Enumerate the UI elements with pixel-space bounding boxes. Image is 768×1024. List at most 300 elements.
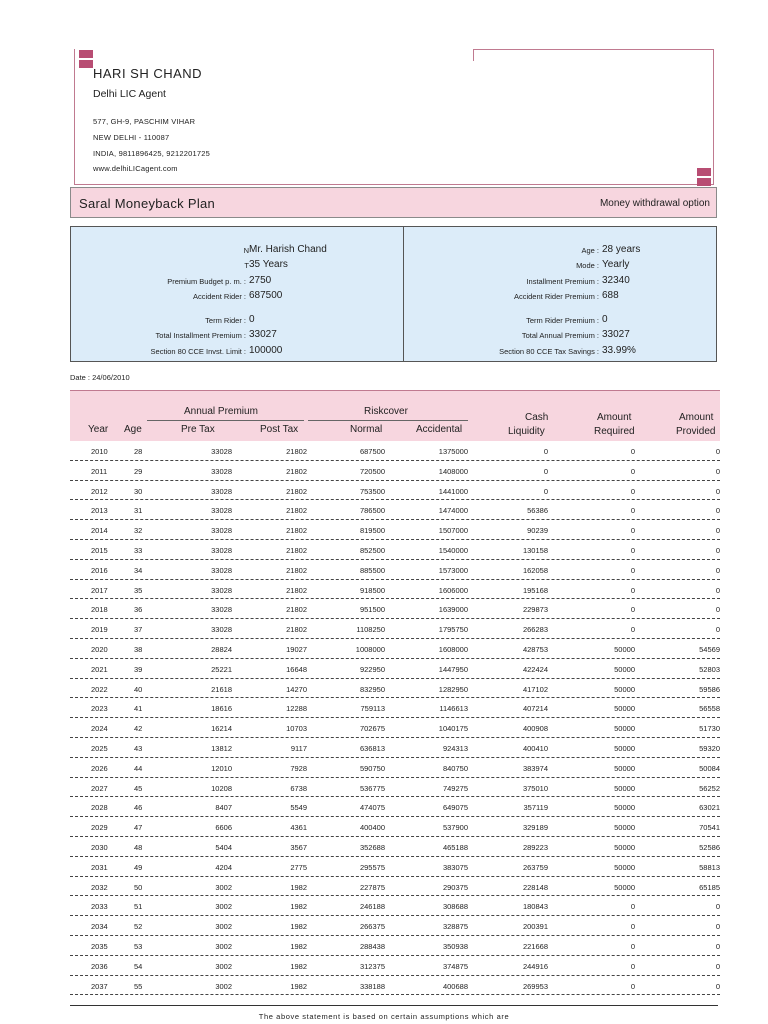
post-tax-cell: 21802: [286, 565, 307, 575]
accidental-cover-cell: 1795750: [438, 625, 468, 635]
pre-tax-cell: 3002: [215, 902, 232, 912]
amount-required-cell: 0: [630, 941, 635, 951]
amount-provided-cell: 59320: [699, 743, 720, 753]
amount-provided-cell: 0: [715, 902, 720, 912]
age-cell: 52: [134, 922, 143, 932]
amount-required-cell: 50000: [614, 644, 635, 654]
info-value: 688: [602, 290, 619, 301]
table-row: [70, 500, 720, 520]
year-cell: 2036: [91, 961, 108, 971]
post-tax-cell: 2775: [290, 862, 307, 872]
amount-provided-cell: 58813: [699, 862, 720, 872]
table-row: [70, 837, 720, 857]
normal-cover-cell: 1008000: [355, 644, 385, 654]
amount-provided-cell: 65185: [699, 882, 720, 892]
info-installment-premium: [71, 275, 630, 289]
table-row: [70, 718, 720, 738]
year-cell: 2027: [91, 783, 108, 793]
policy-info-panel: [70, 226, 717, 362]
agent-name: HARI SH CHAND: [93, 66, 203, 81]
col-header-accidental: Accidental: [416, 424, 463, 435]
accidental-cover-cell: 1474000: [438, 506, 468, 516]
year-cell: 2016: [91, 565, 108, 575]
accidental-cover-cell: 749275: [442, 783, 468, 793]
normal-cover-cell: 759113: [360, 704, 385, 714]
info-label: Term Rider :: [205, 316, 246, 325]
pre-tax-cell: 3002: [215, 981, 232, 991]
normal-cover-cell: 400400: [359, 823, 385, 833]
table-row: [70, 896, 720, 916]
cash-liquidity-cell: 428753: [522, 644, 548, 654]
accidental-cover-cell: 1375000: [438, 447, 468, 456]
info-label: Term Rider Premium :: [526, 316, 599, 325]
info-label: Age :: [581, 246, 599, 255]
col-header-amount-required: Amount: [597, 412, 632, 423]
post-tax-cell: 16648: [286, 664, 307, 674]
normal-cover-cell: 227875: [359, 882, 385, 892]
cash-liquidity-cell: 375010: [522, 783, 548, 793]
accidental-cover-cell: 1447950: [438, 664, 468, 674]
year-cell: 2030: [91, 842, 108, 852]
post-tax-cell: 5549: [290, 803, 307, 813]
corner-mark: [79, 50, 93, 58]
year-cell: 2010: [91, 447, 108, 456]
pre-tax-cell: 8407: [215, 803, 232, 813]
year-cell: 2025: [91, 743, 108, 753]
amount-required-cell: 50000: [614, 803, 635, 813]
pre-tax-cell: 33028: [211, 625, 232, 635]
pre-tax-cell: 33028: [211, 565, 232, 575]
table-row: [70, 738, 720, 758]
amount-provided-cell: 63021: [699, 803, 720, 813]
amount-provided-cell: 0: [715, 506, 720, 516]
amount-required-cell: 50000: [614, 684, 635, 694]
amount-provided-cell: 0: [715, 941, 720, 951]
age-cell: 37: [134, 625, 143, 635]
amount-required-cell: 0: [630, 605, 635, 615]
year-cell: 2013: [91, 506, 108, 516]
amount-provided-cell: 0: [715, 447, 720, 456]
year-cell: 2015: [91, 545, 108, 555]
age-cell: 32: [134, 526, 143, 536]
year-cell: 2033: [91, 902, 108, 912]
pre-tax-cell: 18616: [211, 704, 232, 714]
table-row: [70, 916, 720, 936]
amount-provided-cell: 0: [715, 565, 720, 575]
accidental-cover-cell: 400688: [442, 981, 468, 991]
post-tax-cell: 21802: [286, 585, 307, 595]
age-cell: 51: [134, 902, 143, 912]
normal-cover-cell: 288438: [359, 941, 385, 951]
group-header-riskcover: Riskcover: [364, 406, 408, 417]
cash-liquidity-cell: 228148: [522, 882, 548, 892]
cash-liquidity-cell: 417102: [522, 684, 548, 694]
amount-provided-cell: 52586: [699, 842, 720, 852]
cash-liquidity-cell: 269953: [522, 981, 548, 991]
info-value: 33027: [249, 329, 277, 340]
age-cell: 34: [134, 565, 143, 575]
amount-provided-cell: 0: [715, 466, 720, 476]
agent-address-line: 577, GH-9, PASCHIM VIHAR: [93, 117, 196, 126]
post-tax-cell: 14270: [286, 684, 307, 694]
post-tax-cell: 21802: [286, 625, 307, 635]
cash-liquidity-cell: 0: [543, 466, 548, 476]
table-row: [70, 481, 720, 501]
cash-liquidity-cell: 180843: [522, 902, 548, 912]
year-cell: 2035: [91, 941, 108, 951]
info-value: 35 Years: [249, 259, 288, 270]
age-cell: 31: [134, 506, 143, 516]
age-cell: 30: [134, 486, 143, 496]
age-cell: 48: [134, 842, 143, 852]
accidental-cover-cell: 1606000: [438, 585, 468, 595]
card-border-left: [74, 49, 75, 184]
table-row: [70, 659, 720, 679]
normal-cover-cell: 687500: [359, 447, 385, 456]
pre-tax-cell: 33028: [211, 506, 232, 516]
normal-cover-cell: 702675: [359, 724, 385, 734]
normal-cover-cell: 474075: [359, 803, 385, 813]
post-tax-cell: 3567: [290, 842, 307, 852]
amount-provided-cell: 0: [715, 526, 720, 536]
normal-cover-cell: 590750: [359, 763, 385, 773]
normal-cover-cell: 885500: [359, 565, 385, 575]
table-row: [70, 817, 720, 837]
year-cell: 2018: [91, 605, 108, 615]
pre-tax-cell: 33028: [211, 447, 232, 456]
post-tax-cell: 1982: [290, 981, 307, 991]
pre-tax-cell: 33028: [211, 545, 232, 555]
card-border-top-right: [473, 49, 714, 50]
accidental-cover-cell: 374875: [442, 961, 468, 971]
group-header-annual-premium: Annual Premium: [184, 406, 258, 417]
card-border-notch: [473, 49, 474, 61]
pre-tax-cell: 21618: [211, 684, 232, 694]
year-cell: 2014: [91, 526, 108, 536]
info-value: 33027: [602, 329, 630, 340]
post-tax-cell: 21802: [286, 605, 307, 615]
cash-liquidity-cell: 195168: [522, 585, 548, 595]
accidental-cover-cell: 1146613: [439, 704, 468, 714]
amount-required-cell: 0: [630, 486, 635, 496]
info-label: N: [243, 246, 249, 255]
pre-tax-cell: 12010: [211, 763, 232, 773]
bottom-rule: [70, 1005, 718, 1006]
post-tax-cell: 4361: [290, 823, 307, 833]
info-label: Installment Premium :: [526, 277, 599, 286]
amount-required-cell: 50000: [614, 743, 635, 753]
amount-provided-cell: 59586: [699, 684, 720, 694]
cash-liquidity-cell: 0: [543, 486, 548, 496]
amount-provided-cell: 50084: [699, 763, 720, 773]
pre-tax-cell: 33028: [211, 605, 232, 615]
amount-required-cell: 0: [630, 526, 635, 536]
normal-cover-cell: 786500: [359, 506, 385, 516]
accidental-cover-cell: 383075: [442, 862, 468, 872]
year-cell: 2026: [91, 763, 108, 773]
amount-provided-cell: 56252: [699, 783, 720, 793]
cash-liquidity-cell: 56386: [527, 506, 548, 516]
amount-required-cell: 50000: [614, 664, 635, 674]
cash-liquidity-cell: 130158: [522, 545, 548, 555]
amount-provided-cell: 51730: [699, 724, 720, 734]
info-label: Total Annual Premium :: [521, 331, 599, 340]
accidental-cover-cell: 1573000: [438, 565, 468, 575]
group-underline: [147, 420, 304, 421]
amount-required-cell: 0: [630, 625, 635, 635]
cash-liquidity-cell: 400410: [522, 743, 548, 753]
pre-tax-cell: 25221: [211, 664, 232, 674]
amount-provided-cell: 0: [715, 605, 720, 615]
year-cell: 2024: [91, 724, 108, 734]
cash-liquidity-cell: 266283: [522, 625, 548, 635]
pre-tax-cell: 28824: [211, 644, 232, 654]
accidental-cover-cell: 924313: [442, 743, 468, 753]
post-tax-cell: 1982: [290, 941, 307, 951]
table-row: [70, 599, 720, 619]
info-value: 100000: [249, 345, 283, 356]
age-cell: 50: [134, 882, 143, 892]
accidental-cover-cell: 1040175: [438, 724, 468, 734]
pre-tax-cell: 33028: [211, 526, 232, 536]
post-tax-cell: 21802: [286, 466, 307, 476]
normal-cover-cell: 636813: [359, 743, 385, 753]
table-header: [70, 390, 720, 441]
accidental-cover-cell: 328875: [442, 922, 468, 932]
year-cell: 2032: [91, 882, 108, 892]
cash-liquidity-cell: 90239: [527, 526, 548, 536]
pre-tax-cell: 3002: [215, 941, 232, 951]
info-mode: [71, 259, 630, 273]
footnote: The above statement is based on certain assumptions which are: [258, 1012, 510, 1021]
age-cell: 39: [134, 664, 143, 674]
post-tax-cell: 21802: [286, 506, 307, 516]
amount-required-cell: 50000: [614, 823, 635, 833]
amount-required-cell: 50000: [614, 704, 635, 714]
info-label: Mode :: [576, 261, 599, 270]
info-tax-savings: [71, 345, 636, 359]
cash-liquidity-cell: 357119: [523, 803, 548, 813]
info-value: 28 years: [602, 244, 641, 255]
accidental-cover-cell: 840750: [442, 763, 468, 773]
statement-date: Date : 24/06/2010: [70, 373, 130, 382]
table-row: [70, 441, 720, 461]
table-row: [70, 560, 720, 580]
table-row: [70, 639, 720, 659]
post-tax-cell: 1982: [290, 902, 307, 912]
table-row: [70, 956, 720, 976]
corner-mark: [79, 60, 93, 68]
age-cell: 35: [134, 585, 143, 595]
table-row: [70, 540, 720, 560]
year-cell: 2020: [91, 644, 108, 654]
pre-tax-cell: 5404: [215, 842, 232, 852]
normal-cover-cell: 1108250: [356, 625, 385, 635]
accidental-cover-cell: 290375: [442, 882, 468, 892]
year-cell: 2012: [91, 486, 108, 496]
accidental-cover-cell: 465188: [442, 842, 468, 852]
info-label: T: [244, 261, 249, 270]
amount-provided-cell: 70541: [699, 823, 720, 833]
accidental-cover-cell: 1507000: [438, 526, 468, 536]
post-tax-cell: 1982: [290, 882, 307, 892]
accidental-cover-cell: 1608000: [438, 644, 468, 654]
info-label: Section 80 CCE Tax Savings :: [499, 347, 599, 356]
pre-tax-cell: 3002: [215, 961, 232, 971]
age-cell: 54: [134, 961, 143, 971]
cash-liquidity-cell: 200391: [522, 922, 548, 932]
age-cell: 55: [134, 981, 143, 991]
table-row: [70, 877, 720, 897]
table-row: [70, 698, 720, 718]
age-cell: 36: [134, 605, 143, 615]
amount-required-cell: 50000: [614, 783, 635, 793]
info-term-rider-premium: [71, 314, 608, 328]
age-cell: 42: [134, 724, 143, 734]
accidental-cover-cell: 1441000: [438, 486, 468, 496]
accidental-cover-cell: 649075: [442, 803, 468, 813]
normal-cover-cell: 720500: [359, 466, 385, 476]
normal-cover-cell: 266375: [359, 922, 385, 932]
table-row: [70, 758, 720, 778]
plan-header: [70, 187, 717, 218]
table-row: [70, 936, 720, 956]
agent-title: Delhi LIC Agent: [93, 88, 166, 100]
info-label: Section 80 CCE Invst. Limit :: [150, 347, 246, 356]
info-label: Accident Rider :: [193, 292, 246, 301]
amount-required-cell: 50000: [614, 842, 635, 852]
cash-liquidity-cell: 329189: [522, 823, 548, 833]
amount-required-cell: 50000: [614, 763, 635, 773]
info-label: Premium Budget p. m. :: [167, 277, 246, 286]
normal-cover-cell: 852500: [359, 545, 385, 555]
pre-tax-cell: 6606: [215, 823, 232, 833]
table-row: [70, 679, 720, 699]
amount-required-cell: 0: [630, 981, 635, 991]
pre-tax-cell: 33028: [211, 585, 232, 595]
cash-liquidity-cell: 221668: [522, 941, 548, 951]
col-header-age: Age: [124, 424, 142, 435]
normal-cover-cell: 338188: [359, 981, 385, 991]
amount-required-cell: 0: [630, 545, 635, 555]
post-tax-cell: 12288: [286, 704, 307, 714]
age-cell: 53: [134, 941, 143, 951]
amount-provided-cell: 0: [715, 625, 720, 635]
age-cell: 44: [134, 763, 143, 773]
age-cell: 40: [134, 684, 143, 694]
info-age: [71, 244, 641, 258]
col-header-amount-provided: Amount: [679, 412, 714, 423]
table-row: [70, 461, 720, 481]
year-cell: 2019: [91, 625, 108, 635]
cash-liquidity-cell: 383974: [522, 763, 548, 773]
cash-liquidity-cell: 162058: [522, 565, 548, 575]
table-row: [70, 520, 720, 540]
year-cell: 2017: [91, 585, 108, 595]
post-tax-cell: 6738: [290, 783, 307, 793]
amount-required-cell: 0: [630, 922, 635, 932]
col-header-cash: Cash: [525, 412, 549, 423]
amount-required-cell: 0: [630, 506, 635, 516]
post-tax-cell: 21802: [286, 526, 307, 536]
year-cell: 2022: [91, 684, 108, 694]
amount-required-cell: 0: [630, 585, 635, 595]
accidental-cover-cell: 537900: [442, 823, 468, 833]
year-cell: 2031: [91, 862, 108, 872]
accidental-cover-cell: 350938: [442, 941, 468, 951]
year-cell: 2021: [91, 664, 108, 674]
accidental-cover-cell: 308688: [442, 902, 468, 912]
plan-option: Money withdrawal option: [599, 198, 710, 209]
normal-cover-cell: 246188: [359, 902, 385, 912]
post-tax-cell: 1982: [290, 961, 307, 971]
amount-provided-cell: 0: [715, 981, 720, 991]
corner-mark: [697, 168, 711, 176]
agent-address-line: INDIA, 9811896425, 9212201725: [93, 149, 211, 158]
amount-provided-cell: 56558: [699, 704, 720, 714]
info-value: Yearly: [602, 259, 630, 270]
amount-provided-cell: 0: [715, 922, 720, 932]
normal-cover-cell: 922950: [359, 664, 385, 674]
amount-provided-cell: 0: [715, 486, 720, 496]
table-row: [70, 976, 720, 996]
corner-mark: [697, 178, 711, 186]
age-cell: 41: [134, 704, 143, 714]
amount-provided-cell: 54569: [699, 644, 720, 654]
age-cell: 29: [134, 466, 143, 476]
cash-liquidity-cell: 0: [543, 447, 548, 456]
amount-required-cell: 0: [630, 466, 635, 476]
cash-liquidity-cell: 244916: [522, 961, 548, 971]
post-tax-cell: 9117: [290, 743, 307, 753]
age-cell: 47: [134, 823, 143, 833]
info-label: Total Installment Premium :: [155, 331, 246, 340]
info-value: 0: [602, 314, 608, 325]
accidental-cover-cell: 1639000: [438, 605, 468, 615]
info-value: 2750: [249, 275, 272, 286]
pre-tax-cell: 33028: [211, 466, 232, 476]
amount-provided-cell: 0: [715, 545, 720, 555]
normal-cover-cell: 918500: [359, 585, 385, 595]
accidental-cover-cell: 1408000: [438, 466, 468, 476]
accidental-cover-cell: 1540000: [438, 545, 468, 555]
post-tax-cell: 10703: [286, 724, 307, 734]
year-cell: 2034: [91, 922, 108, 932]
year-cell: 2029: [91, 823, 108, 833]
card-border-bottom: [74, 184, 714, 185]
normal-cover-cell: 753500: [359, 486, 385, 496]
info-value: Mr. Harish Chand: [249, 244, 327, 255]
age-cell: 43: [134, 743, 143, 753]
table-row: [70, 797, 720, 817]
pre-tax-cell: 16214: [211, 724, 232, 734]
post-tax-cell: 21802: [286, 486, 307, 496]
amount-provided-cell: 0: [715, 585, 720, 595]
age-cell: 38: [134, 644, 143, 654]
pre-tax-cell: 3002: [215, 922, 232, 932]
normal-cover-cell: 819500: [359, 526, 385, 536]
group-underline: [308, 420, 468, 421]
age-cell: 33: [134, 545, 143, 555]
col-header-year: Year: [88, 424, 109, 435]
amount-required-cell: 50000: [614, 882, 635, 892]
info-total-annual-premium: [71, 329, 630, 343]
normal-cover-cell: 832950: [359, 684, 385, 694]
info-value: 33.99%: [602, 345, 636, 356]
year-cell: 2037: [91, 981, 108, 991]
normal-cover-cell: 951500: [359, 605, 385, 615]
amount-required-cell: 0: [630, 565, 635, 575]
